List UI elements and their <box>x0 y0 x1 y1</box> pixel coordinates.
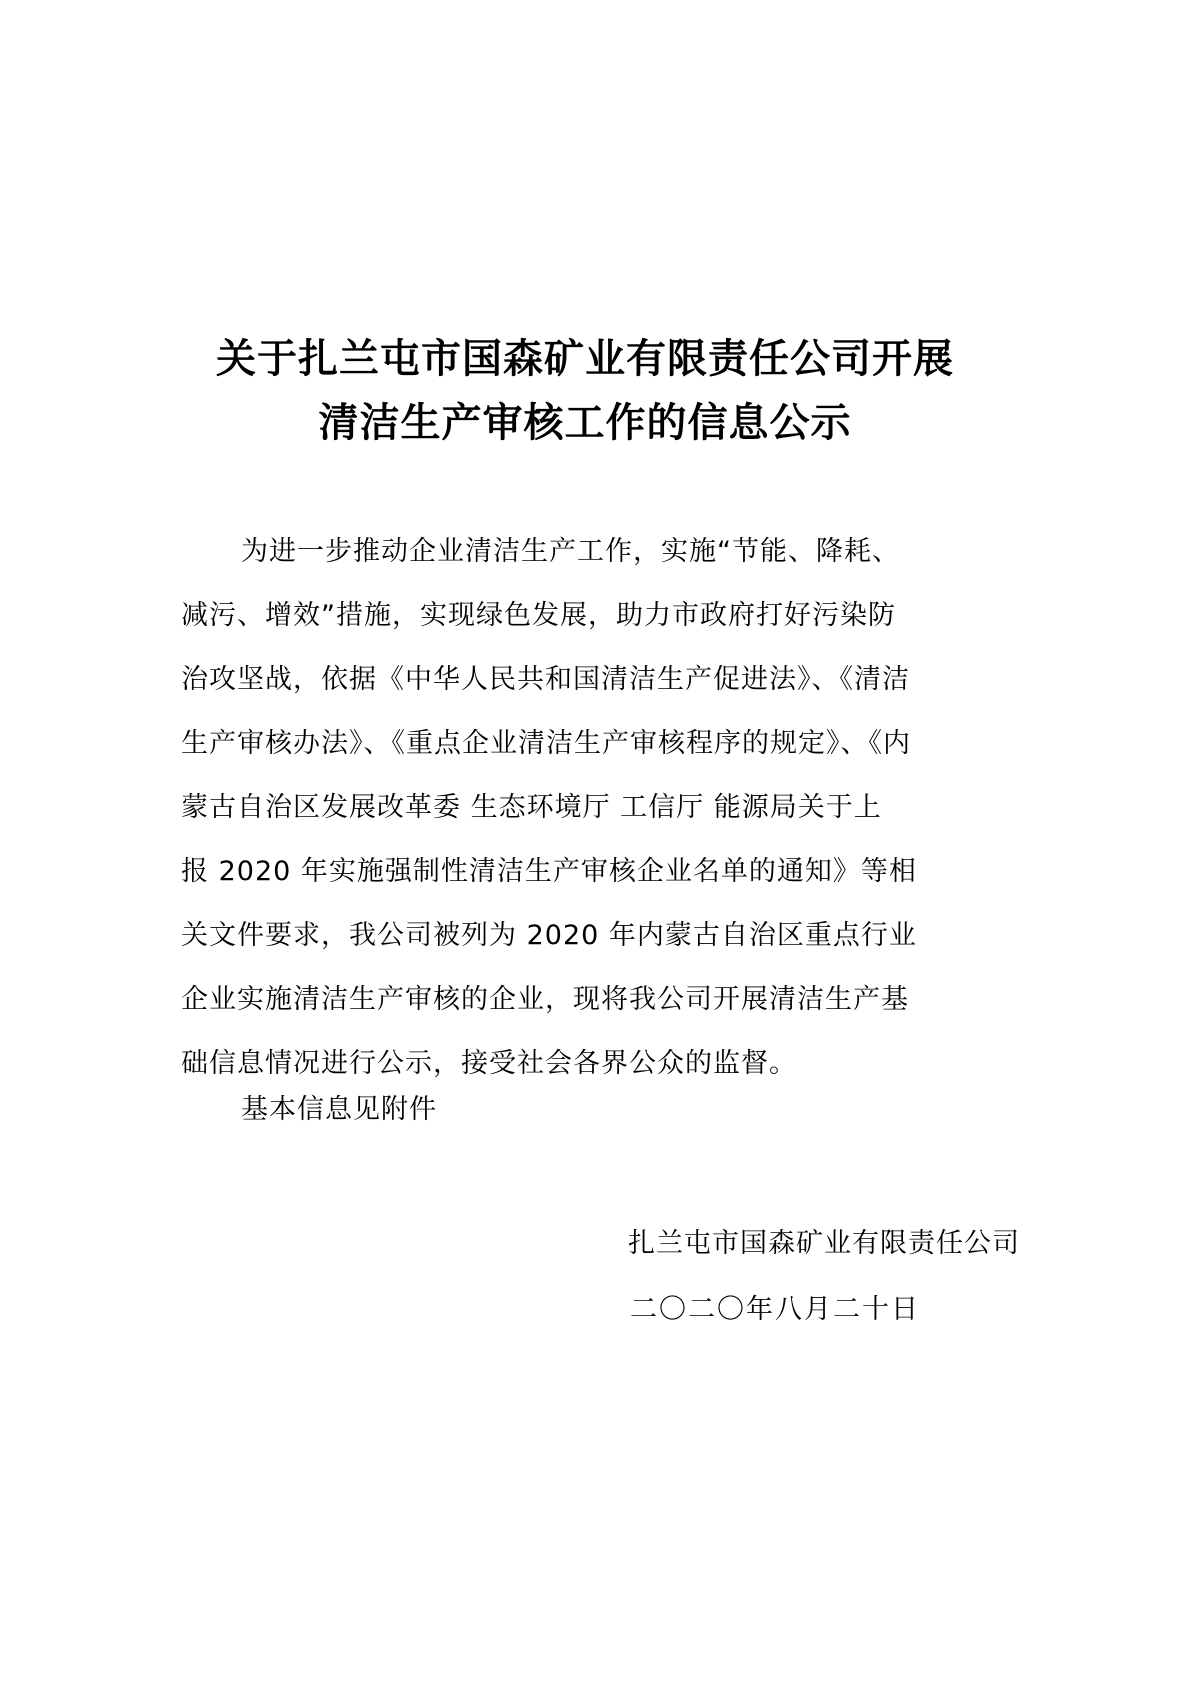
body-line: 企业实施清洁生产审核的企业，现将我公司开展清洁生产基 <box>181 984 909 1015</box>
title-line-2: 清洁生产审核工作的信息公示 <box>318 399 852 446</box>
signature-organization: 扎兰屯市国森矿业有限责任公司 <box>628 1228 1020 1259</box>
body-line: 报 2020 年实施强制性清洁生产审核企业名单的通知》等相 <box>181 856 917 887</box>
body-line: 关文件要求，我公司被列为 2020 年内蒙古自治区重点行业 <box>181 920 917 951</box>
body-line: 生产审核办法》、《重点企业清洁生产审核程序的规定》、《内 <box>181 728 911 759</box>
document-title <box>150 327 1020 455</box>
body-paragraph <box>181 520 1021 1096</box>
signature-date: 二〇二〇年八月二十日 <box>630 1294 920 1325</box>
body-line: 为进一步推动企业清洁生产工作，实施“节能、降耗、 <box>241 536 900 567</box>
body-line: 减污、增效”措施，实现绿色发展，助力市政府打好污染防 <box>181 600 896 631</box>
body-line: 蒙古自治区发展改革委 生态环境厅 工信厅 能源局关于上 <box>181 792 882 823</box>
title-line-1: 关于扎兰屯市国森矿业有限责任公司开展 <box>216 335 954 382</box>
body-line: 治攻坚战，依据《中华人民共和国清洁生产促进法》、《清洁 <box>181 664 910 695</box>
body-line: 础信息情况进行公示，接受社会各界公众的监督。 <box>181 1048 797 1079</box>
attachment-note: 基本信息见附件 <box>241 1094 437 1125</box>
